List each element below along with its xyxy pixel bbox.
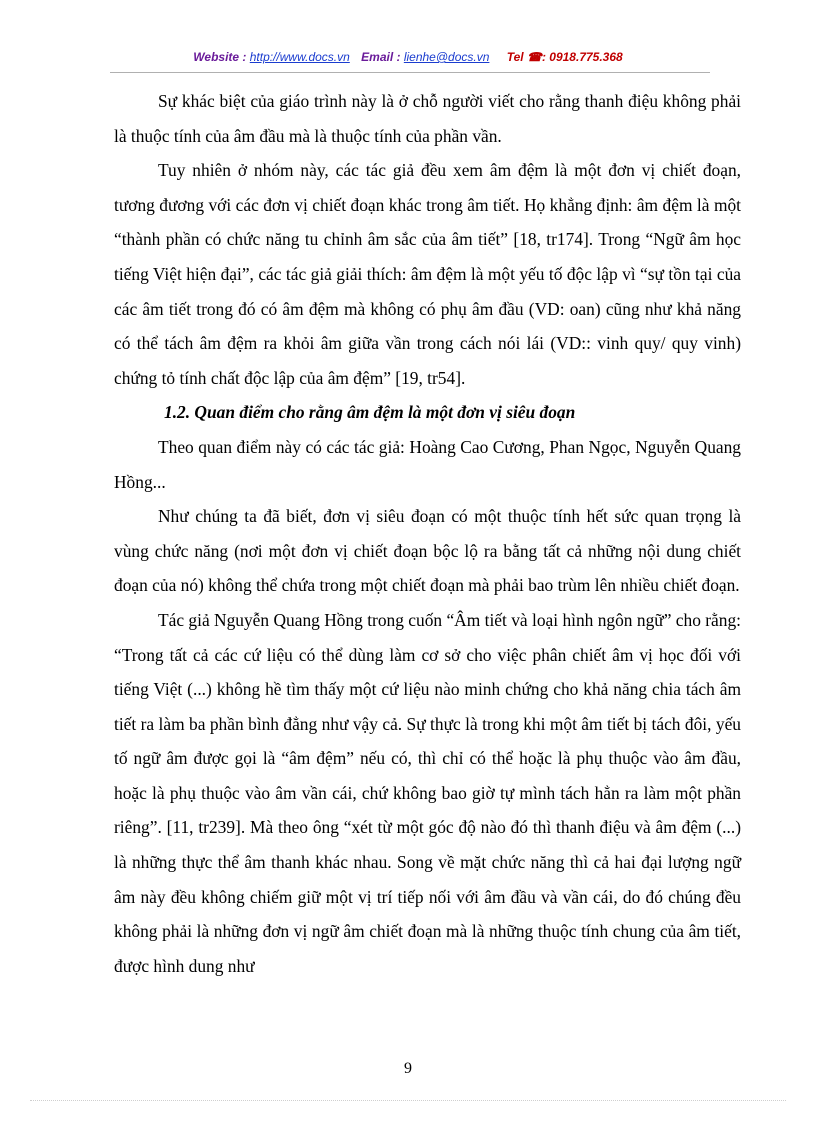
email-label: Email (361, 50, 394, 64)
page-number: 9 (404, 1060, 412, 1077)
document-body (114, 84, 741, 983)
website-link[interactable]: http://www.docs.vn (249, 50, 350, 64)
tel-number: : 0918.775.368 (541, 50, 623, 64)
website-separator: : (239, 50, 250, 64)
email-separator: : (393, 50, 404, 64)
phone-icon: ☎ (527, 50, 542, 64)
paragraph: Theo quan điểm này có các tác giả: Hoàng Cao Cương, Phan Ngọc, Nguyễn Quang Hồng... (114, 436, 741, 492)
website-label: Website (193, 50, 240, 64)
paragraph: Tác giả Nguyễn Quang Hồng trong cuốn “Âm tiết và loại hình ngôn ngữ” cho rằng: “Trong tất cả các cứ liệu có thể dùng làm cơ sở cho việc phân chiết âm vị học đối với tiếng Việt (...) không hề tìm thấy một cứ liệu nào minh chứng cho khả năng chia tách âm tiết ra làm ba phần bình đẳng như vậy cả. Sự thực là trong khi một âm tiết bị tách đôi, yếu tố ngữ âm được gọi là “âm đệm” nếu có, thì chỉ có thể hoặc là phụ thuộc vào âm đầu, hoặc là phụ thuộc vào âm vần cái, chứ không bao giờ tự mình tách hẳn ra làm một phần riêng”. [11, tr239]. Mà theo ông “xét từ một góc độ nào đó thì thanh điệu và âm đệm (...) là những thực thể âm thanh khác nhau. Song về mặt chức năng thì cả hai đại lượng ngữ âm này đều không chiếm giữ một vị trí tiếp nối với âm đầu và vần cái, do đó chúng đều không phải là những đơn vị ngữ âm chiết đoạn mà là những thuộc tính chung của âm tiết, được hình dung như (114, 609, 741, 976)
paragraph: Như chúng ta đã biết, đơn vị siêu đoạn có một thuộc tính hết sức quan trọng là vùng chức năng (nơi một đơn vị chiết đoạn bộc lộ ra bằng tất cả những nội dung chiết đoạn của nó) không thể chứa trong một chiết đoạn mà phải bao trùm lên nhiều chiết đoạn. (114, 506, 741, 596)
section-heading: 1.2. Quan điểm cho rằng âm đệm là một đơn vị siêu đoạn (164, 402, 576, 423)
paragraph: Sự khác biệt của giáo trình này là ở chỗ người viết cho rằng thanh điệu không phải là thuộc tính của âm đầu mà là thuộc tính của phần vần. (114, 91, 741, 146)
page-bottom-border (30, 1100, 786, 1101)
header-divider (110, 72, 710, 73)
email-link[interactable]: lienhe@docs.vn (403, 50, 490, 64)
tel-label: Tel (506, 50, 524, 64)
page-header (0, 50, 816, 64)
paragraph: Tuy nhiên ở nhóm này, các tác giả đều xem âm đệm là một đơn vị chiết đoạn, tương đương với các đơn vị chiết đoạn khác trong âm tiết. Họ khẳng định: âm đệm là một “thành phần có chức năng tu chỉnh âm sắc của âm tiết” [18, tr174]. Trong “Ngữ âm học tiếng Việt hiện đại”, các tác giả giải thích: âm đệm là một yếu tố độc lập vì “sự tồn tại của các âm tiết trong đó có âm đệm mà không có phụ âm đầu (VD: oan) cũng như khả năng có thể tách âm đệm ra khỏi âm giữa vần trong cách nói lái (VD:: vinh quy/ quy vinh) chứng tỏ tính chất độc lập của âm đệm” [19, tr54]. (114, 160, 741, 388)
